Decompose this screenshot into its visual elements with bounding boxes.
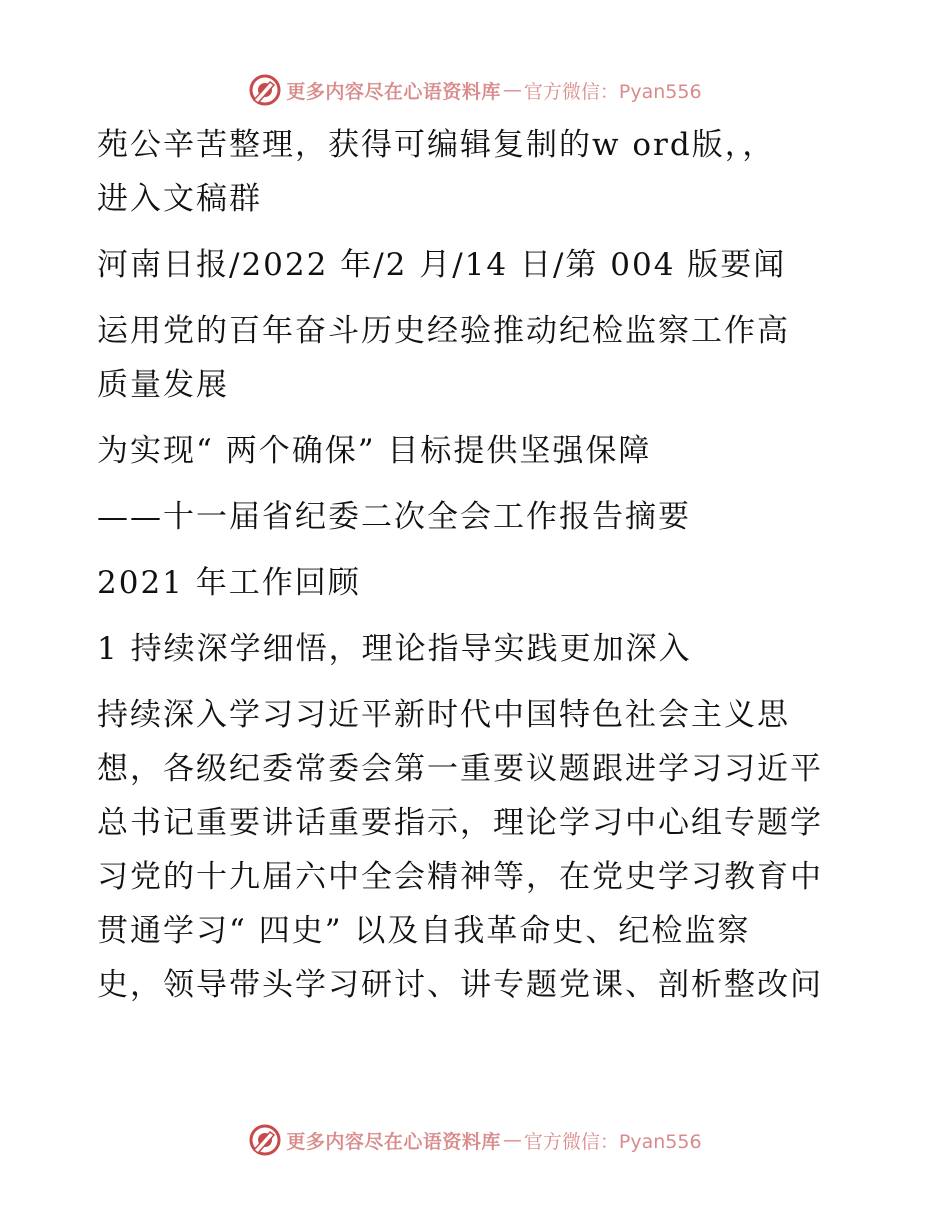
headline-line: 运用党的百年奋斗历史经验推动纪检监察工作高	[97, 313, 790, 349]
watermark-site-text: 更多内容尽在心语资料库	[286, 1130, 501, 1153]
intro-line: 苑公辛苦整理，获得可编辑复制的w ord版，，	[97, 127, 776, 163]
body-line: 总书记重要讲话重要指示，理论学习中心组专题学	[97, 805, 823, 841]
red-circle-pen-logo-icon	[248, 1123, 282, 1157]
item-title: 1 持续深学细悟，理论指导实践更加深入	[97, 631, 692, 667]
watermark-wechat-text: 官方微信：Pyan556	[523, 80, 702, 103]
section-title: 2021 年工作回顾	[97, 565, 361, 601]
watermark-separator: —	[502, 79, 522, 101]
body-line: 想，各级纪委常委会第一重要议题跟进学习习近平	[97, 751, 823, 787]
watermark-site-text: 更多内容尽在心语资料库	[286, 80, 501, 103]
source-line: 河南日报/2022 年/2 月/14 日/第 004 版要闻	[97, 247, 787, 283]
watermark-banner-bottom	[0, 1120, 950, 1160]
watermark-separator: —	[502, 1129, 522, 1151]
watermark-wechat-text: 官方微信：Pyan556	[523, 1130, 702, 1153]
subtitle-line: 为实现“ 两个确保” 目标提供坚强保障	[97, 433, 652, 469]
document-body	[97, 118, 857, 1012]
body-line: 贯通学习“ 四史” 以及自我革命史、纪检监察	[97, 913, 751, 949]
report-title-line: ——十一届省纪委二次全会工作报告摘要	[97, 499, 691, 535]
red-circle-pen-logo-icon	[248, 73, 282, 107]
body-line: 史，领导带头学习研讨、讲专题党课、剖析整改问	[97, 967, 823, 1003]
body-line: 习党的十九届六中全会精神等，在党史学习教育中	[97, 859, 823, 895]
watermark-banner-top	[0, 70, 950, 110]
intro-line: 进入文稿群	[97, 181, 262, 217]
headline-line: 质量发展	[97, 367, 229, 403]
body-line: 持续深入学习习近平新时代中国特色社会主义思	[97, 697, 790, 733]
